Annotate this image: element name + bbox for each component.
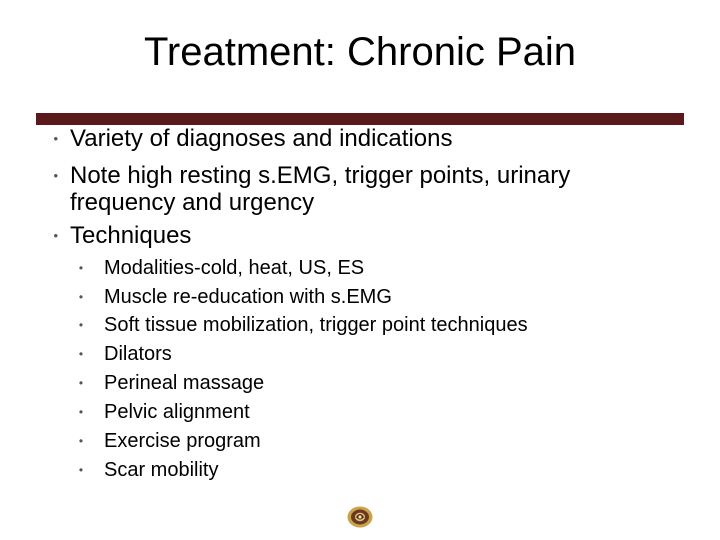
sub-bullet-item bbox=[78, 285, 392, 309]
bullet-marker: • bbox=[78, 318, 84, 332]
bullet-marker: • bbox=[53, 228, 58, 243]
title-divider bbox=[36, 113, 684, 125]
bullet-marker: • bbox=[78, 347, 84, 361]
bullet-marker: • bbox=[53, 131, 58, 146]
bullet-item bbox=[53, 125, 670, 152]
sub-bullet-item bbox=[78, 400, 250, 424]
sub-bullet-text: Modalities-cold, heat, US, ES bbox=[104, 257, 365, 279]
bullet-marker: • bbox=[78, 405, 84, 419]
university-seal-icon bbox=[346, 505, 374, 529]
sub-bullet-item bbox=[78, 429, 261, 453]
bullet-marker: • bbox=[78, 376, 84, 390]
bullet-item bbox=[53, 222, 670, 249]
sub-bullet-item bbox=[78, 256, 365, 280]
sub-bullet-text: Soft tissue mobilization, trigger point techniques bbox=[104, 314, 528, 336]
sub-bullet-item bbox=[78, 342, 172, 366]
sub-bullet-item bbox=[78, 313, 528, 337]
sub-bullet-text: Exercise program bbox=[104, 430, 261, 452]
sub-bullet-item bbox=[78, 371, 265, 395]
bullet-marker: • bbox=[78, 463, 84, 477]
bullet-marker: • bbox=[78, 261, 84, 275]
bullet-text: Variety of diagnoses and indications bbox=[70, 125, 453, 152]
bullet-text: Techniques bbox=[70, 222, 192, 249]
slide-title: Treatment: Chronic Pain bbox=[143, 30, 577, 74]
sub-bullet-text: Pelvic alignment bbox=[104, 401, 250, 423]
bullet-item bbox=[53, 162, 670, 216]
sub-bullet-item bbox=[78, 458, 219, 482]
sub-bullet-text: Dilators bbox=[104, 343, 172, 365]
bullet-marker: • bbox=[78, 434, 84, 448]
bullet-marker: • bbox=[53, 168, 58, 183]
sub-bullet-text: Perineal massage bbox=[104, 372, 265, 394]
sub-bullet-text: Scar mobility bbox=[104, 459, 219, 481]
bullet-marker: • bbox=[78, 290, 84, 304]
sub-bullet-text: Muscle re-education with s.EMG bbox=[104, 286, 392, 308]
bullet-text: Note high resting s.EMG, trigger points, urinary frequency and urgency bbox=[70, 162, 571, 216]
